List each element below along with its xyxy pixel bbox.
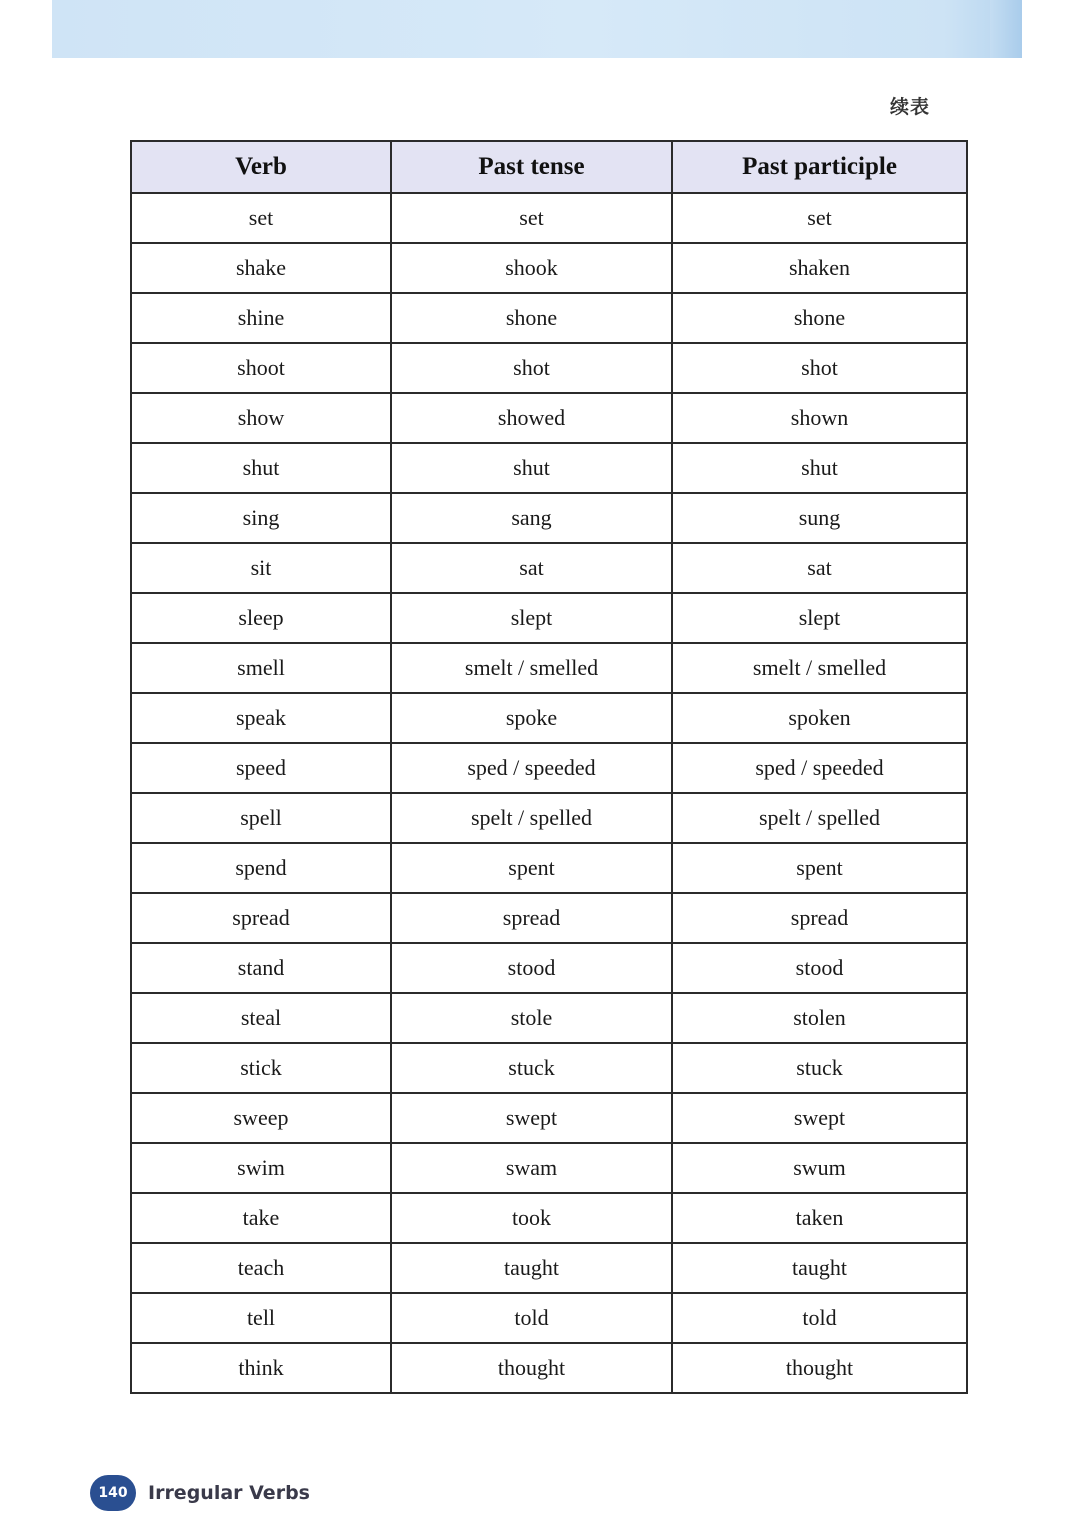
cell-past-tense: smelt / smelled [391, 643, 672, 693]
cell-past-participle: sung [672, 493, 967, 543]
cell-verb: speed [131, 743, 391, 793]
cell-past-participle: shone [672, 293, 967, 343]
table-row [131, 1143, 967, 1193]
table-header [131, 141, 967, 193]
table-row [131, 543, 967, 593]
table-row [131, 393, 967, 443]
cell-verb: shine [131, 293, 391, 343]
cell-past-participle: stolen [672, 993, 967, 1043]
cell-past-participle: spoken [672, 693, 967, 743]
cell-verb: spread [131, 893, 391, 943]
cell-past-participle: spent [672, 843, 967, 893]
table-row [131, 943, 967, 993]
cell-past-tense: shot [391, 343, 672, 393]
cell-past-tense: stuck [391, 1043, 672, 1093]
page-number-badge: 140 [90, 1475, 136, 1511]
cell-past-participle: swum [672, 1143, 967, 1193]
cell-past-participle: spelt / spelled [672, 793, 967, 843]
cell-past-tense: shone [391, 293, 672, 343]
top-header-band [52, 0, 1022, 58]
table-row [131, 293, 967, 343]
cell-verb: think [131, 1343, 391, 1393]
cell-past-tense: slept [391, 593, 672, 643]
cell-verb: take [131, 1193, 391, 1243]
cell-past-tense: spoke [391, 693, 672, 743]
cell-past-tense: sat [391, 543, 672, 593]
page-footer [90, 1474, 310, 1512]
irregular-verbs-table [130, 140, 968, 1394]
cell-past-participle: spread [672, 893, 967, 943]
cell-past-participle: swept [672, 1093, 967, 1143]
cell-past-tense: spent [391, 843, 672, 893]
table-row [131, 743, 967, 793]
cell-past-tense: set [391, 193, 672, 243]
cell-past-participle: stood [672, 943, 967, 993]
cell-verb: tell [131, 1293, 391, 1343]
table-row [131, 493, 967, 543]
table-row [131, 1093, 967, 1143]
cell-verb: sit [131, 543, 391, 593]
cell-verb: spell [131, 793, 391, 843]
cell-past-participle: sped / speeded [672, 743, 967, 793]
cell-verb: set [131, 193, 391, 243]
table-row [131, 1193, 967, 1243]
table-body [131, 193, 967, 1393]
cell-verb: sweep [131, 1093, 391, 1143]
cell-past-tense: told [391, 1293, 672, 1343]
cell-verb: teach [131, 1243, 391, 1293]
table-header-row [131, 141, 967, 193]
cell-past-participle: slept [672, 593, 967, 643]
table-row [131, 343, 967, 393]
cell-verb: show [131, 393, 391, 443]
continued-label: 续表 [889, 96, 930, 118]
cell-verb: shake [131, 243, 391, 293]
cell-verb: speak [131, 693, 391, 743]
cell-verb: sing [131, 493, 391, 543]
cell-past-participle: sat [672, 543, 967, 593]
cell-verb: sleep [131, 593, 391, 643]
cell-past-participle: told [672, 1293, 967, 1343]
table-row [131, 443, 967, 493]
cell-verb: steal [131, 993, 391, 1043]
table-row [131, 1243, 967, 1293]
cell-past-participle: taken [672, 1193, 967, 1243]
cell-past-tense: sped / speeded [391, 743, 672, 793]
table-row [131, 243, 967, 293]
cell-past-tense: stole [391, 993, 672, 1043]
table-row [131, 1043, 967, 1093]
table-row [131, 193, 967, 243]
cell-verb: spend [131, 843, 391, 893]
table-row [131, 1293, 967, 1343]
column-header-verb: Verb [131, 141, 391, 193]
cell-past-tense: sang [391, 493, 672, 543]
table-row [131, 793, 967, 843]
table-row [131, 1343, 967, 1393]
cell-past-participle: stuck [672, 1043, 967, 1093]
cell-past-participle: smelt / smelled [672, 643, 967, 693]
cell-past-tense: shut [391, 443, 672, 493]
column-header-past-tense: Past tense [391, 141, 672, 193]
cell-past-tense: shook [391, 243, 672, 293]
table-row [131, 643, 967, 693]
cell-past-tense: spelt / spelled [391, 793, 672, 843]
table-row [131, 893, 967, 943]
cell-verb: stick [131, 1043, 391, 1093]
table-row [131, 693, 967, 743]
column-header-past-participle: Past participle [672, 141, 967, 193]
section-title: Irregular Verbs [148, 1482, 310, 1504]
cell-past-tense: taught [391, 1243, 672, 1293]
cell-past-participle: shut [672, 443, 967, 493]
cell-past-tense: swam [391, 1143, 672, 1193]
cell-past-tense: thought [391, 1343, 672, 1393]
cell-past-participle: shot [672, 343, 967, 393]
cell-past-participle: thought [672, 1343, 967, 1393]
cell-past-tense: showed [391, 393, 672, 443]
cell-past-tense: stood [391, 943, 672, 993]
cell-past-participle: shaken [672, 243, 967, 293]
cell-past-tense: took [391, 1193, 672, 1243]
cell-verb: stand [131, 943, 391, 993]
cell-verb: shut [131, 443, 391, 493]
cell-verb: shoot [131, 343, 391, 393]
cell-past-participle: set [672, 193, 967, 243]
table-row [131, 843, 967, 893]
cell-past-participle: shown [672, 393, 967, 443]
table-row [131, 593, 967, 643]
cell-past-tense: swept [391, 1093, 672, 1143]
table-row [131, 993, 967, 1043]
cell-past-tense: spread [391, 893, 672, 943]
top-header-band-edge [990, 0, 1022, 58]
cell-past-participle: taught [672, 1243, 967, 1293]
cell-verb: smell [131, 643, 391, 693]
cell-verb: swim [131, 1143, 391, 1193]
